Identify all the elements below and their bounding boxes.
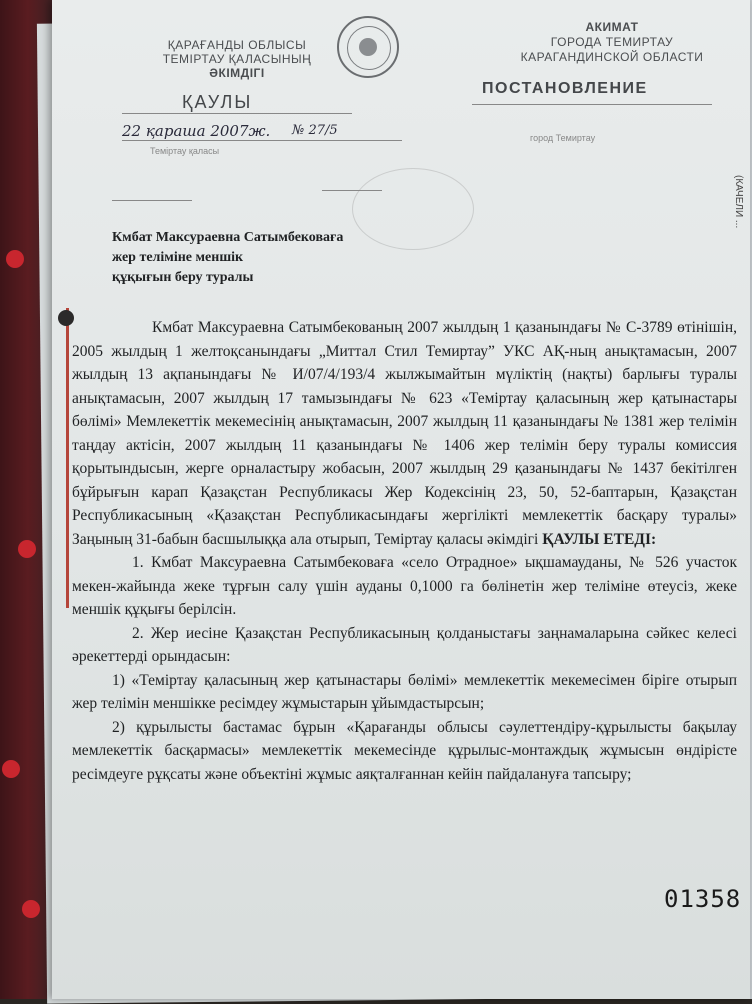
fabric-dot [18,540,36,558]
header-ru-line: АКИМАТ [585,20,639,34]
corner-mark [112,200,192,201]
header-kz-line: ӘКІМДІГІ [209,66,265,80]
number-value: 27/5 [308,123,338,138]
sub-list-item: 2) құрылысты бастамас бұрын «Қарағанды облысы сәулеттендіру-құрылысты бақылау мемлекеттік басқармасы» мемлекеттік мекемесінде құрылыс-монтаждық жұмысын өндірісте ресімдеуге рұқсаты және объектіні жұмыс аяқталғаннан кейін пайдалануға тапсыру; [72,718,737,783]
sub-list-item: 1) «Теміртау қаласының жер қатынастары бөлімі» мемлекеттік мекемесімен біріге отырып жер телімін меншікке ресімдеу жұмыстарын ұйымдастырсын; [72,671,737,712]
preamble-text: Кмбат Максураевна Сатымбекованың 2007 жылдың 1 қазанындағы № С-3789 өтінішін, 2005 жылдың 1 желтоқсанындағы „Миттал Стил Темиртау” УКС АҚ-ның анықтамасын, 2007 жылдың 13 ақпанындағы № И/07/4/193/4 жылжымайтын мүліктің (нақты) барлығы туралы анықтамасын, 2007 жылдың 17 тамызындағы № 623 «Теміртау қаласының жер қатынастары бөлімі» Мемлекеттік мекемесінің анықтамасын, 2007 жылдың 11 қазанындағы № 1381 жер телімін таңдау актісін, 2007 жылдың 11 қазанындағы № 1406 жер телімін беру туралы комиссия қорытындысын, жерге орналастыру жобасын, 2007 жылдың 29 қазанындағы № 1437 бекітілген бұйрығын карап Қазақстан Республикасы Жер Кодексінің 23, 50, 52-баптарын, Қазақстан Республикасының «Қазақстан Республикасындағы жергілікті мемлекеттік басқару туралы» Заңының 31-бабын басшылыққа ала отырып, Теміртау қаласы әкімдігі [72,319,737,548]
header-kz-line: ТЕМІРТАУ ҚАЛАСЫНЫҢ [162,52,312,66]
subject-line: құқығын беру туралы [112,270,254,285]
fabric-dot [2,760,20,778]
binding-thread [66,308,69,608]
city-kz: Теміртау қаласы [150,146,220,156]
side-label: (КАЧЕЛИ ... [733,175,744,229]
handwritten-date: 22 қараша 2007ж. [122,122,271,140]
title-ru: ПОСТАНОВЛЕНИЕ [482,80,648,97]
decree-heading: ҚАУЛЫ ЕТЕДІ: [542,530,657,548]
header-ru [492,20,732,65]
faded-stamp [352,168,474,250]
subject-line: Кмбат Максураевна Сатымбековаға [112,230,344,245]
subject-line: жер теліміне меншік [112,250,244,265]
punch-hole [58,310,74,326]
number-prefix: № [292,123,305,138]
header-ru-line: ГОРОДА ТЕМИРТАУ [550,35,674,49]
fabric-dot [6,250,24,268]
state-emblem-icon [337,16,399,78]
corner-mark [322,190,382,191]
document-subject [112,228,343,288]
serial-number-stamp: 01358 [664,885,742,913]
fabric-dot [22,900,40,918]
document-page [52,0,750,999]
header-kz-line: ҚАРАҒАНДЫ ОБЛЫСЫ [167,38,307,52]
title-kz: ҚАУЛЫ [182,92,253,112]
city-ru: город Темиртау [530,133,596,143]
divider-line [122,113,352,114]
header-ru-line: КАРАГАНДИНСКОЙ ОБЛАСТИ [520,50,704,64]
date-underline [122,140,402,141]
document-number-handwritten [292,123,338,138]
preamble-paragraph [72,316,737,551]
header-kz [122,38,352,80]
list-item: 2. Жер иесіне Қазақстан Республикасының қолданыстағы заңнамаларына сәйкес келесі әрекеттерді орындасын: [72,624,737,665]
list-item: 1. Кмбат Максураевна Сатымбековаға «село Отрадное» ықшамауданы, № 526 участок мекен-жайында жеке тұрғын салу үшін ауданы 0,1000 га бөлінетін жер теліміне өтеусіз, жеке меншік құқығы берілсін. [72,554,737,618]
divider-line [472,104,712,105]
document-body [72,316,737,786]
